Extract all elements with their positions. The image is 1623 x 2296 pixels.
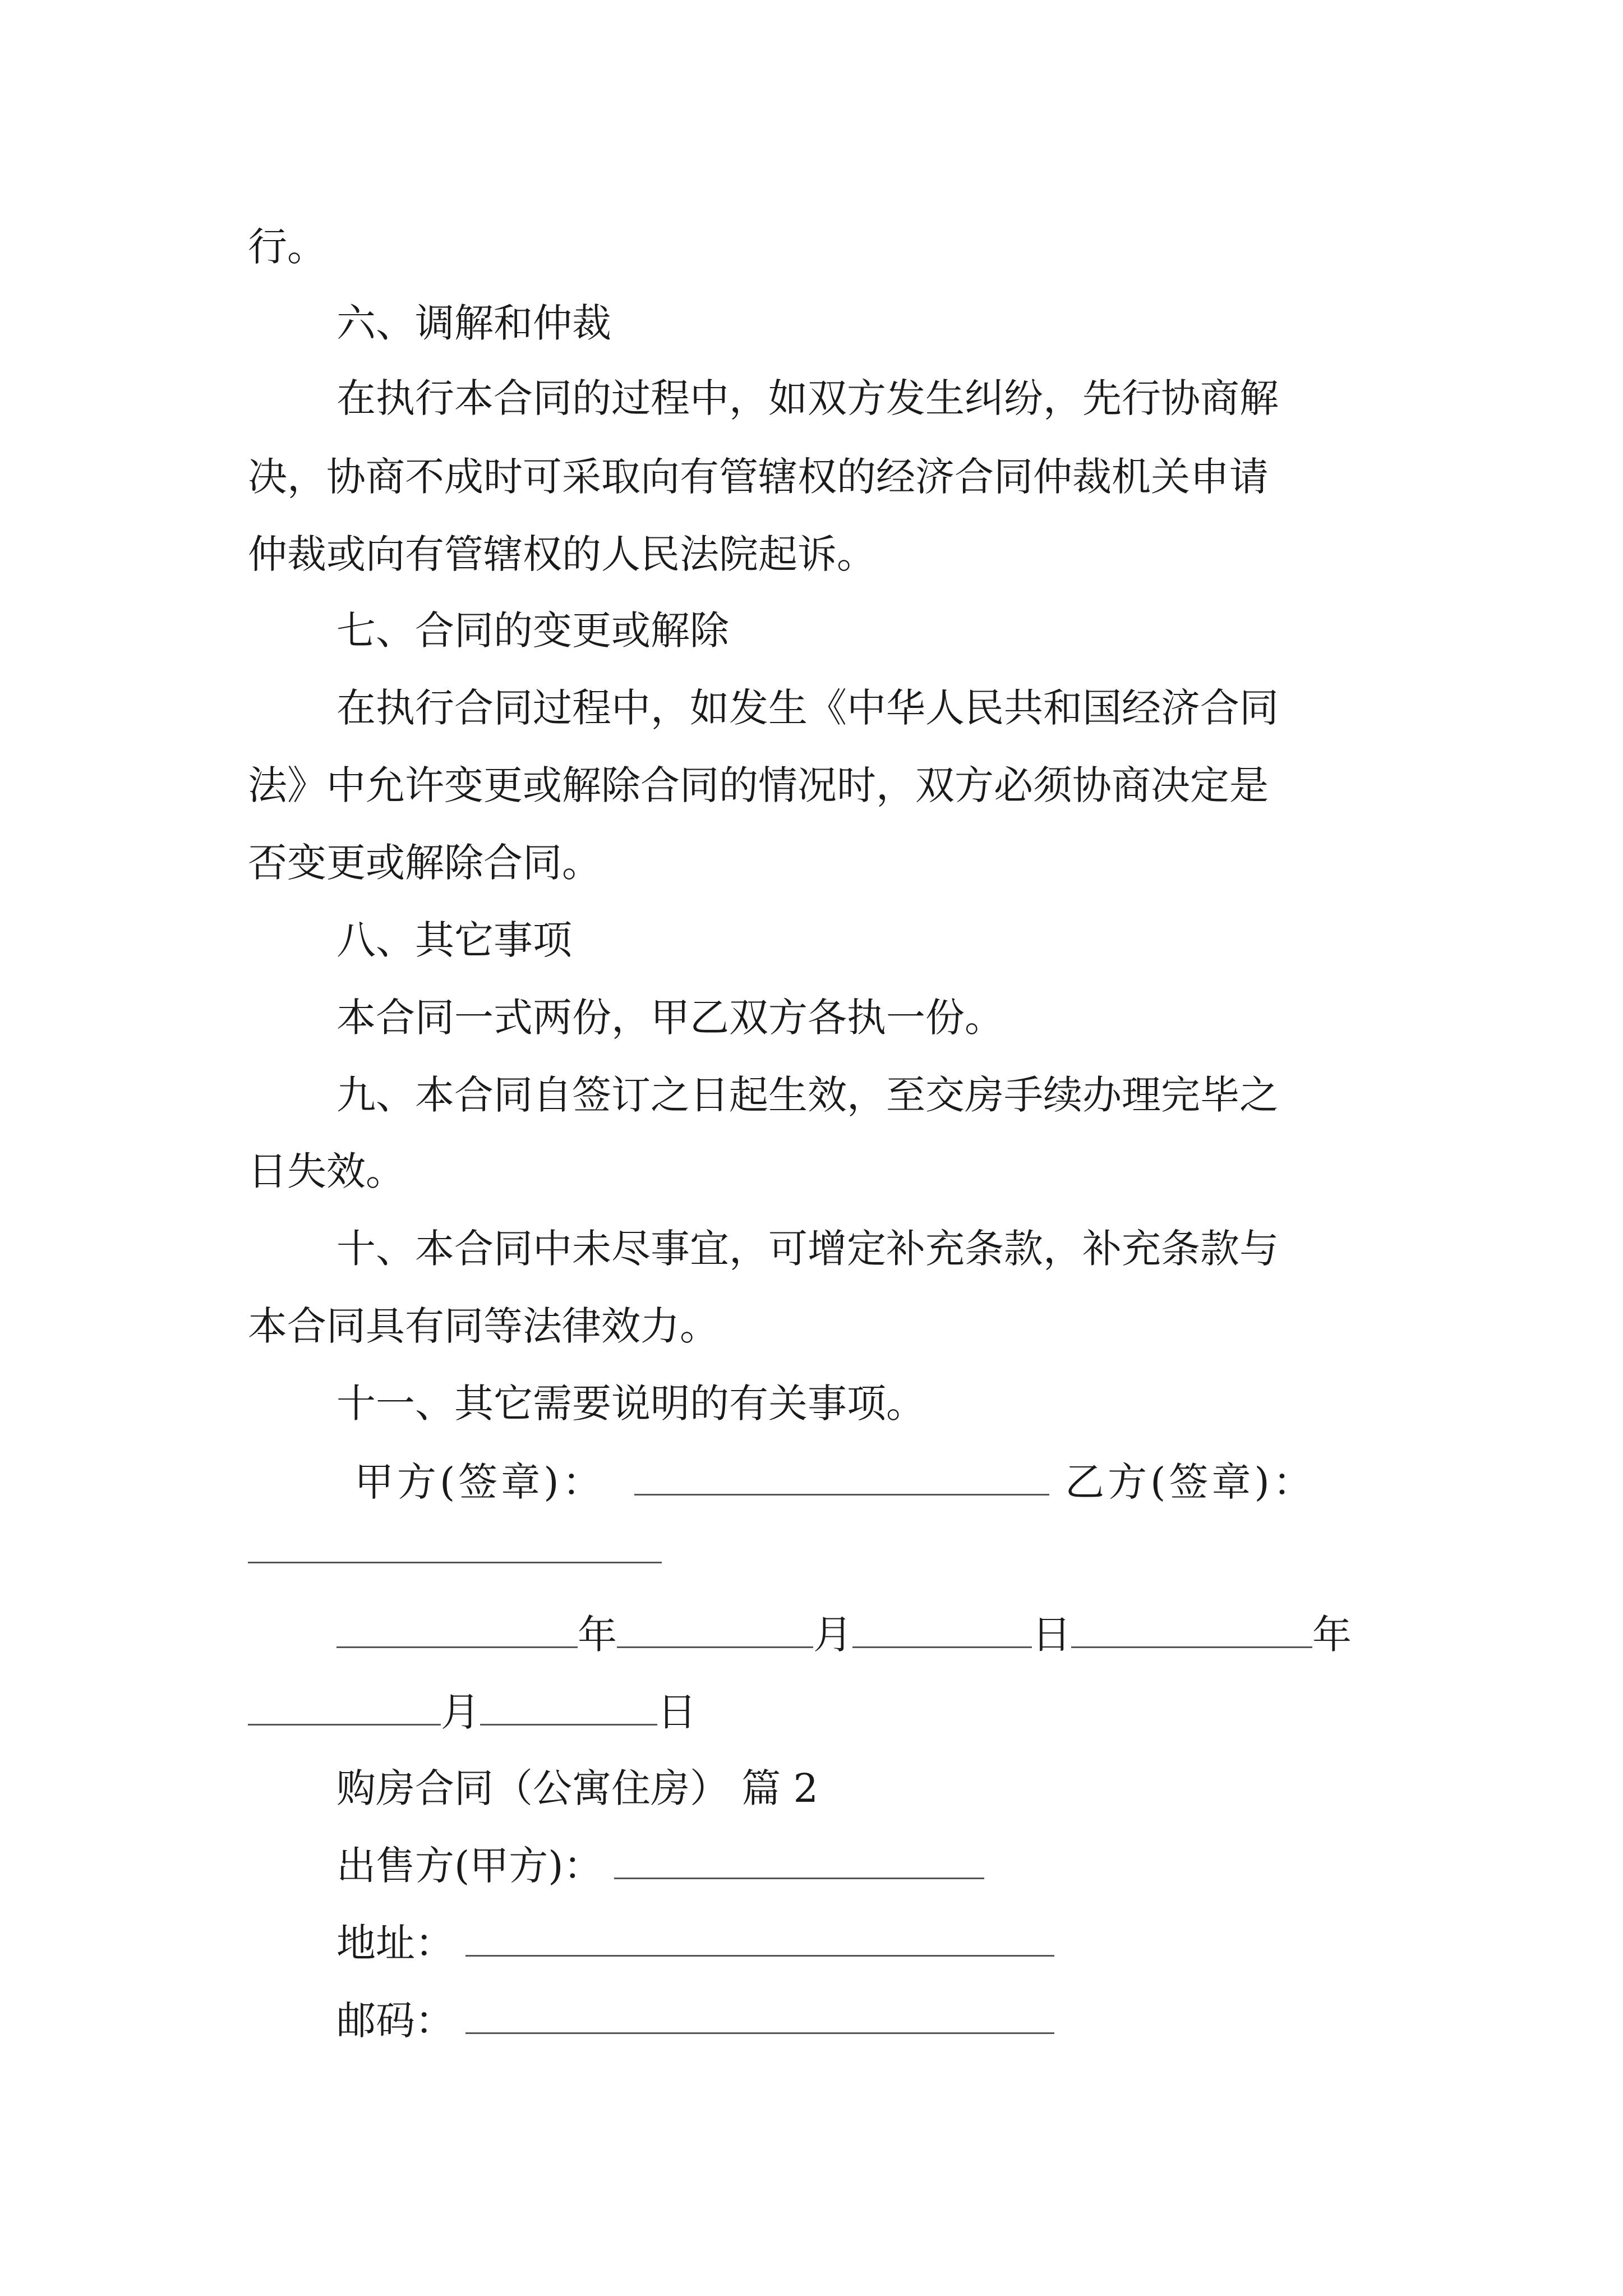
day-blank[interactable] xyxy=(852,1612,1032,1648)
postcode-blank[interactable] xyxy=(465,1998,1054,2034)
party-b-label: 乙方(签章)： xyxy=(1065,1459,1316,1505)
section-heading-other: 八、其它事项 xyxy=(336,917,572,963)
seller-blank[interactable] xyxy=(614,1843,984,1879)
date-row-2 xyxy=(248,1685,697,1739)
month-blank[interactable] xyxy=(617,1612,813,1648)
date-row-1 xyxy=(336,1608,1352,1662)
paragraph-line: 日失效。 xyxy=(248,1148,405,1194)
month-label: 月 xyxy=(813,1612,852,1658)
address-label: 地址： xyxy=(336,1920,454,1966)
paragraph-line: 在执行本合同的过程中，如双方发生纠纷，先行协商解 xyxy=(336,375,1279,421)
signature-row xyxy=(354,1455,1316,1509)
year-label: 年 xyxy=(578,1612,617,1658)
day-blank-2[interactable] xyxy=(480,1689,657,1726)
year-blank[interactable] xyxy=(336,1612,578,1648)
paragraph-line: 法》中允许变更或解除合同的情况时，双方必须协商决定是 xyxy=(248,762,1269,808)
year-blank-2[interactable] xyxy=(1071,1612,1312,1648)
seller-row xyxy=(336,1839,984,1893)
year-label-2: 年 xyxy=(1312,1612,1352,1658)
section2-title: 购房合同（公寓住房） 篇 2 xyxy=(336,1765,819,1811)
address-row xyxy=(336,1916,1054,1970)
paragraph-line: 九、本合同自签订之日起生效，至交房手续办理完毕之 xyxy=(336,1072,1279,1118)
paragraph-line: 本合同具有同等法律效力。 xyxy=(248,1303,719,1349)
party-a-signature-blank[interactable] xyxy=(634,1459,1049,1496)
section-heading-mediation: 六、调解和仲裁 xyxy=(336,300,611,346)
month-blank-2[interactable] xyxy=(248,1689,441,1726)
paragraph-line: 仲裁或向有管辖权的人民法院起诉。 xyxy=(248,531,876,577)
month-label-2: 月 xyxy=(441,1689,480,1735)
continuation-text: 行。 xyxy=(248,224,326,270)
seller-label: 出售方(甲方)： xyxy=(336,1843,603,1889)
paragraph-line: 十一、其它需要说明的有关事项。 xyxy=(336,1381,925,1427)
paragraph-line: 本合同一式两份，甲乙双方各执一份。 xyxy=(336,995,1004,1041)
paragraph-line: 决，协商不成时可采取向有管辖权的经济合同仲裁机关申请 xyxy=(248,454,1269,500)
paragraph-line: 十、本合同中未尽事宜，可增定补充条款，补充条款与 xyxy=(336,1226,1279,1272)
postcode-label: 邮码： xyxy=(336,1998,454,2044)
day-label: 日 xyxy=(1032,1612,1071,1658)
section-heading-modification: 七、合同的变更或解除 xyxy=(336,608,729,654)
postcode-row xyxy=(336,1994,1054,2047)
party-b-signature-blank[interactable] xyxy=(248,1527,662,1563)
paragraph-line: 否变更或解除合同。 xyxy=(248,840,601,886)
party-a-label: 甲方(签章)： xyxy=(354,1459,605,1505)
day-label-2: 日 xyxy=(657,1689,697,1735)
address-blank[interactable] xyxy=(465,1920,1054,1957)
paragraph-line: 在执行合同过程中，如发生《中华人民共和国经济合同 xyxy=(336,685,1279,731)
